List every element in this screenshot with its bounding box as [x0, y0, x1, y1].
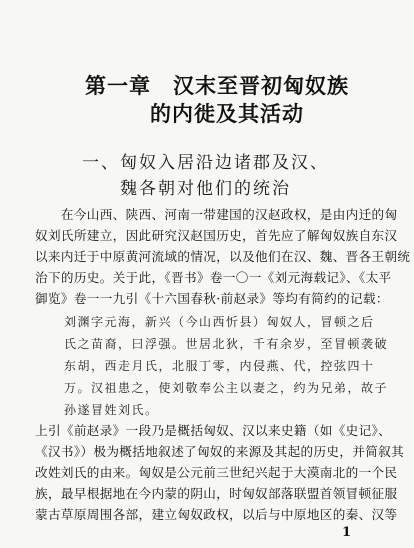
quote-line: 刘渊字元海，新兴（今山西忻县）匈奴人，冒顿之后 [64, 315, 375, 329]
paragraph-1-line: 御览》卷一一九引《十六国春秋·前赵录》等均有简约的记载： [35, 291, 389, 306]
paragraph-2-line: 族，最早根据地在今内蒙的阴山，时匈奴部落联盟首领冒顿征服 [35, 486, 398, 501]
chapter-title-line-1: 第一章 汉末至晋初匈奴族 [85, 74, 349, 98]
paragraph-1-line: 在今山西、陕西、河南一带建国的汉赵政权，是由内迁的匈 [35, 207, 398, 222]
paragraph-2-line: 蒙古草原周围各部，建立匈奴政权，以后与中原地区的秦、汉等 [35, 507, 398, 522]
paragraph-2-line: 改姓刘氏的由来。匈奴是公元前三世纪兴起于大漠南北的一个民 [35, 465, 398, 480]
section-title-line-2: 魏各朝对他们的统治 [120, 179, 291, 199]
paragraph-1-line: 治下的历史。关于此，《晋书》卷一〇一《刘元海载记》、《太平 [35, 270, 392, 285]
quote-line: 孙遂冒姓刘氏。 [64, 403, 159, 417]
paragraph-1-line: 奴刘氏所建立，因此研究汉赵国历史，首先应了解匈奴族自东汉 [35, 228, 398, 243]
paragraph-2-line: 上引《前赵录》一段乃是概括匈奴、汉以来史籍（如《史记》、 [35, 423, 392, 438]
section-title-line-1: 一、匈奴入居沿边诸郡及汉、 [82, 153, 329, 173]
quote-line: 氏之苗裔，曰浮强。世居北狄，千有余岁，至冒顿袭破 [64, 337, 389, 351]
chapter-title-line-2: 的内徙及其活动 [150, 102, 304, 126]
quote-line: 万。汉祖患之，使刘敬奉公主以妻之，约为兄弟，故子 [64, 381, 389, 395]
paragraph-1-line: 以来内迁于中原黄河流域的情况，以及他们在汉、魏、晋各王朝统 [35, 249, 411, 264]
page-number: 1 [342, 525, 352, 540]
quote-line: 东胡，西走月氏，北服丁零，内侵燕、代，控弦四十 [64, 359, 375, 373]
paragraph-2-line: 《汉书》）极为概括地叙述了匈奴的来源及其起的历史，并简叙其 [35, 444, 405, 459]
